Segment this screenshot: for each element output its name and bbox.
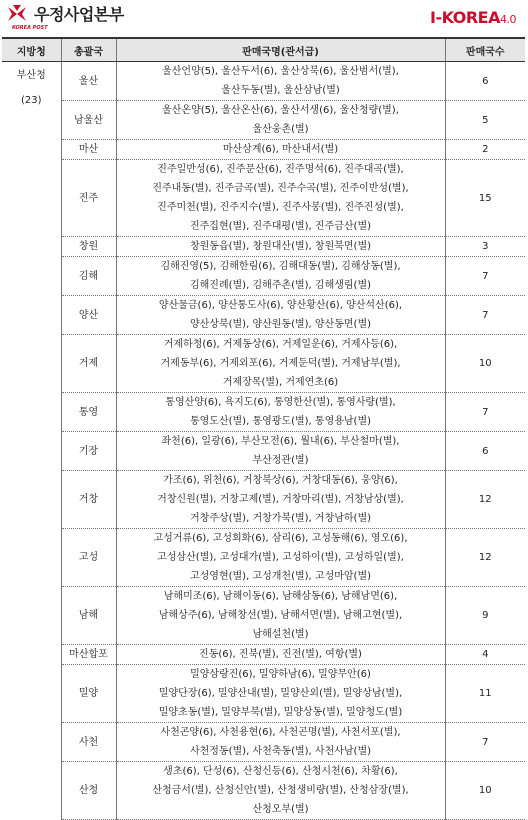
- logo-text: 우정사업본부: [34, 5, 124, 24]
- sales-offices-line: 울산언양(5), 울산두서(6), 울산상북(6), 울산범서(별),: [162, 66, 399, 77]
- office-count-cell: 5: [445, 101, 525, 140]
- sales-offices-cell: [116, 140, 445, 160]
- sales-offices-cell: [116, 665, 445, 723]
- sales-offices-line: 밀양초동(별), 밀양부북(별), 밀양상동(별), 밀양청도(별): [158, 707, 403, 718]
- sales-offices-cell: [116, 62, 445, 101]
- office-count-cell: 3: [445, 237, 525, 257]
- table-row: [2, 101, 525, 140]
- sales-offices-cell: [116, 335, 445, 393]
- sales-offices-line: 울산두동(별), 울산삼남(별): [221, 85, 340, 96]
- general-office-cell: 마산: [61, 140, 116, 160]
- region-name: 부산청: [16, 70, 46, 81]
- sales-offices-line: 고성영현(별), 고성개천(별), 고성마암(별): [189, 571, 372, 582]
- table-row: [2, 393, 525, 432]
- office-count-cell: 2: [445, 140, 525, 160]
- general-office-cell: 진주: [61, 160, 116, 237]
- sales-offices-line: 고성삼산(별), 고성대가(별), 고성하이(별), 고성하일(별),: [157, 552, 404, 563]
- table-row: [2, 587, 525, 645]
- sales-offices-line: 거창주상(별), 거창가북(별), 거창남하(별): [189, 513, 372, 524]
- table-row: [2, 471, 525, 529]
- logo-subtext: KOREA POST: [12, 25, 48, 31]
- sales-offices-line: 진주미천(별), 진주지수(별), 진주사봉(별), 진주진성(별),: [157, 202, 404, 213]
- general-office-cell: 기장: [61, 432, 116, 471]
- office-count-cell: 12: [445, 471, 525, 529]
- general-office-cell: 고성: [61, 529, 116, 587]
- table-row: [2, 160, 525, 237]
- sales-offices-line: 밀양삼랑진(6), 밀양하남(6), 밀양무안(6): [190, 669, 371, 680]
- sales-offices-line: 통영산양(6), 욕지도(6), 통영한산(별), 통영사량(별),: [165, 397, 396, 408]
- sales-offices-cell: [116, 529, 445, 587]
- general-office-cell: 마산합포: [61, 645, 116, 665]
- sales-offices-cell: [116, 432, 445, 471]
- sales-offices-line: 통영도산(별), 통영광도(별), 통영용남(별): [189, 416, 372, 427]
- sales-offices-line: 진동(6), 진북(별), 진전(별), 여항(별): [199, 649, 362, 660]
- office-count-cell: 15: [445, 160, 525, 237]
- office-count-cell: 6: [445, 432, 525, 471]
- table-row: [2, 665, 525, 723]
- sales-offices-line: 남해상주(6), 남해창선(별), 남해서면(별), 남해고현(별),: [158, 610, 403, 621]
- table-row: [2, 762, 525, 820]
- office-count-cell: 7: [445, 296, 525, 335]
- sales-offices-line: 창원동읍(별), 창원대산(별), 창원북면(별): [189, 241, 372, 252]
- table-row: [2, 62, 525, 101]
- office-count-cell: 6: [445, 62, 525, 101]
- office-count-cell: 11: [445, 665, 525, 723]
- page-header: [0, 0, 528, 36]
- sales-offices-cell: [116, 237, 445, 257]
- brand-text: I-KOREA: [429, 8, 500, 27]
- sales-offices-cell: [116, 587, 445, 645]
- sales-offices-line: 진주일반성(6), 진주문산(6), 진주명석(6), 진주대곡(별),: [157, 164, 404, 175]
- office-count-cell: 7: [445, 393, 525, 432]
- sales-offices-cell: [116, 160, 445, 237]
- office-count-cell: 9: [445, 587, 525, 645]
- korea-post-logo-icon: [6, 3, 28, 25]
- sales-offices-line: 생초(6), 단성(6), 산청신등(6), 산청시천(6), 차황(6),: [163, 766, 398, 777]
- region-count: (23): [20, 95, 42, 106]
- sales-offices-line: 거제장목(별), 거제연초(6): [222, 377, 339, 388]
- sales-offices-cell: [116, 101, 445, 140]
- sales-offices-line: 남해미조(6), 남해이동(6), 남해삼동(6), 남해남면(6),: [163, 591, 398, 602]
- sales-offices-cell: [116, 723, 445, 762]
- sales-offices-line: 부산정관(별): [252, 455, 309, 466]
- sales-offices-line: 진주내동(별), 진주금곡(별), 진주수곡(별), 진주이반성(별),: [152, 183, 409, 194]
- header-sales-offices: 판매국명(관서급): [116, 38, 445, 62]
- table-row: [2, 335, 525, 393]
- sales-offices-line: 양산상북(별), 양산원동(별), 양산동면(별): [189, 319, 372, 330]
- sales-offices-line: 사천정동(별), 사천축동(별), 사천사남(별): [189, 746, 372, 757]
- table-row: [2, 723, 525, 762]
- sales-offices-line: 가조(6), 위천(6), 거창북상(6), 거창대동(6), 웅양(6),: [163, 475, 398, 486]
- general-office-cell: 남해: [61, 587, 116, 645]
- sales-offices-line: 밀양단장(6), 밀양산내(별), 밀양산외(별), 밀양상남(별),: [158, 688, 403, 699]
- office-count-cell: 7: [445, 723, 525, 762]
- general-office-cell: 산청: [61, 762, 116, 820]
- table-row: [2, 529, 525, 587]
- office-count-cell: 4: [445, 645, 525, 665]
- sales-offices-line: 울산온양(5), 울산온산(6), 울산서생(6), 울산청량(별),: [162, 105, 399, 116]
- sales-offices-cell: [116, 257, 445, 296]
- sales-office-table: [2, 37, 525, 820]
- table-row: [2, 645, 525, 665]
- general-office-cell: 거제: [61, 335, 116, 393]
- general-office-cell: 창원: [61, 237, 116, 257]
- general-office-cell: 거창: [61, 471, 116, 529]
- sales-offices-cell: [116, 393, 445, 432]
- sales-offices-line: 좌천(6), 일광(6), 부산모전(6), 월내(6), 부산철마(별),: [161, 436, 400, 447]
- sales-offices-cell: [116, 296, 445, 335]
- table-header-row: [2, 38, 525, 62]
- office-count-cell: 10: [445, 762, 525, 820]
- sales-offices-line: 고성거류(6), 고성회화(6), 삼리(6), 고성동해(6), 영오(6),: [153, 533, 408, 544]
- table-row: [2, 296, 525, 335]
- sales-offices-line: 산청오부(별): [252, 804, 309, 815]
- sales-offices-line: 울산웅촌(별): [252, 124, 309, 135]
- brand-version: 4.0: [500, 13, 516, 26]
- sales-offices-line: 김해진례(별), 김해주촌(별), 김해생림(별): [189, 280, 372, 291]
- general-office-cell: 울산: [61, 62, 116, 101]
- table-row: [2, 432, 525, 471]
- general-office-cell: 양산: [61, 296, 116, 335]
- general-office-cell: 사천: [61, 723, 116, 762]
- ikorea-logo: [430, 8, 516, 27]
- header-region: 지방청: [2, 38, 61, 62]
- sales-offices-line: 거제하청(6), 거제동상(6), 거제일운(6), 거제사등(6),: [163, 339, 398, 350]
- office-count-cell: 10: [445, 335, 525, 393]
- sales-offices-line: 김해진영(5), 김해한림(6), 김해대동(별), 김해상동(별),: [160, 261, 401, 272]
- table-row: [2, 140, 525, 160]
- sales-offices-line: 양산물금(6), 양산통도사(6), 양산황산(6), 양산석산(6),: [158, 300, 403, 311]
- table-row: [2, 237, 525, 257]
- general-office-cell: 남울산: [61, 101, 116, 140]
- sales-offices-line: 거창신원(별), 거창고제(별), 거창마리(별), 거창남상(별),: [157, 494, 404, 505]
- sales-offices-line: 거제동부(6), 거제외포(6), 거제둔덕(별), 거제남부(별),: [160, 358, 401, 369]
- general-office-cell: 밀양: [61, 665, 116, 723]
- sales-offices-line: 마산삼계(6), 마산내서(별): [222, 144, 339, 155]
- table-body: [2, 62, 525, 820]
- sales-offices-cell: [116, 762, 445, 820]
- sales-offices-cell: [116, 645, 445, 665]
- region-cell: [2, 62, 61, 820]
- sales-offices-line: 사천곤양(6), 사천용현(6), 사천곤명(별), 사천서포(별),: [160, 727, 401, 738]
- sales-offices-line: 남해설천(별): [252, 629, 309, 640]
- office-count-cell: 12: [445, 529, 525, 587]
- general-office-cell: 김해: [61, 257, 116, 296]
- header-general-office: 총괄국: [61, 38, 116, 62]
- sales-offices-line: 산청금서(별), 산청신안(별), 산청생비량(별), 산청삼장(별),: [152, 785, 409, 796]
- header-office-count: 판매국수: [445, 38, 525, 62]
- table-row: [2, 257, 525, 296]
- sales-offices-line: 진주집현(별), 진주대평(별), 진주금산(별): [189, 221, 372, 232]
- sales-offices-cell: [116, 471, 445, 529]
- general-office-cell: 통영: [61, 393, 116, 432]
- office-count-cell: 7: [445, 257, 525, 296]
